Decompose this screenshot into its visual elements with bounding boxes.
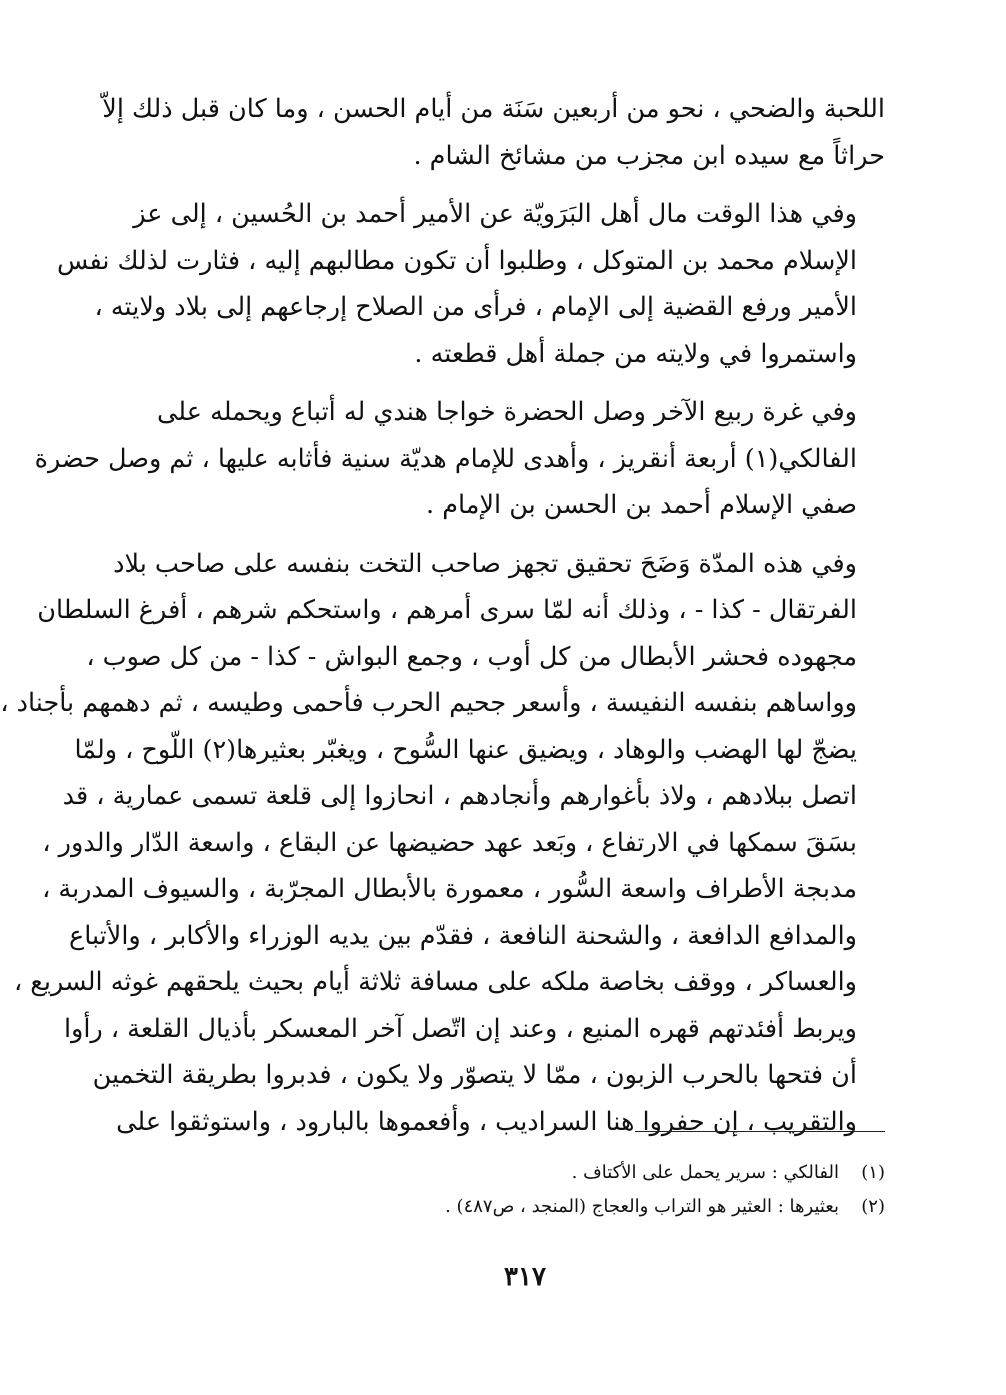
text-line: أن فتحها بالحرب الزبون ، ممّا لا يتصوّر ولا يكون ، فدبروا بطريقة التخمين (92, 1060, 857, 1090)
text-line: وفي هذه المدّة وَضَحَ تحقيق تجهز صاحب التخت بنفسه على صاحب بلاد (113, 548, 857, 579)
footnote-1 (365, 1156, 885, 1190)
text-line: والعساكر ، ووقف بخاصة ملكه على مسافة ثلاثة أيام بحيث يلحقهم غوثه السريع ، (13, 967, 857, 997)
text-line: الفالكي(١) أربعة أنقريز ، وأهدى للإمام هديّة سنية فأثابه عليها ، ثم وصل حضرة (34, 443, 857, 474)
footnote-text: بعثيرها : العثير هو التراب والعجاج (المنجد ، ص٤٨٧) . (445, 1196, 839, 1217)
text-line: والتقريب ، إن حفروا هنا السراديب ، وأفعموها بالبارود ، واستوثقوا على (116, 1106, 857, 1137)
text-line: يضجّ لها الهضب والوهاد ، ويضيق عنها السُّوح ، ويغبّر بعثيرها(٢) اللّوح ، ولمّا (74, 734, 857, 765)
text-line: بسَقَ سمكها في الارتفاع ، وبَعد عهد حضيضها عن البقاع ، واسعة الدّار والدور ، (42, 827, 857, 858)
text-line: مدبجة الأطراف واسعة السُّور ، معمورة بالأبطال المجرّبة ، والسيوف المدربة ، (42, 874, 857, 904)
paragraph-4 (0, 541, 885, 1146)
text-line: مجهوده فحشر الأبطال من كل أوب ، وجمع البواش - كذا - من كل صوب ، (86, 641, 857, 672)
text-line: اتصل ببلادهم ، ولاذ بأغوارهم وأنجادهم ، انحازوا إلى قلعة تسمى عمارية ، قد (62, 781, 857, 811)
footnote-2 (365, 1190, 885, 1224)
text-line: الفرتقال - كذا - ، وذلك أنه لمّا سرى أمرهم ، واستحكم شرهم ، أفرغ السلطان (37, 595, 857, 625)
text-line: وفي غرة ربيع الآخر وصل الحضرة خواجا هندي له أتباع ويحمله على (157, 397, 857, 427)
text-line: وفي هذا الوقت مال أهل البَرَويّة عن الأمير أحمد بن الحُسين ، إلى عز (133, 199, 857, 229)
text-line: صفي الإسلام أحمد بن الحسن بن الإمام . (426, 490, 857, 520)
footnote-number: (٢) (861, 1196, 885, 1217)
text-line: اللحبة والضحي ، نحو من أربعين سَنَة من أيام الحسن ، وما كان قبل ذلك إلاّ (102, 94, 885, 124)
footnote-number: (١) (861, 1162, 885, 1183)
text-line: الأمير ورفع القضية إلى الإمام ، فرأى من الصلاح إرجاعهم إلى بلاد ولايته ، (94, 292, 857, 322)
page-number: ٣١٧ (504, 1262, 546, 1292)
paragraph-3 (34, 389, 885, 529)
text-line: حراثاً مع سيده ابن مجزب من مشائخ الشام . (413, 140, 885, 171)
footnote-text: الفالكي : سرير يحمل على الأكتاف . (571, 1162, 839, 1183)
footnote-separator (635, 1131, 885, 1132)
text-line: والمدافع الدافعة ، والشحنة النافعة ، فقدّم بين يديه الوزراء والأكابر ، والأتباع (69, 920, 857, 951)
text-line: ويربط أفئدتهم قهره المنيع ، وعند إن اتّصل آخر المعسكر بأذيال القلعة ، رأوا (63, 1013, 857, 1044)
paragraph-1 (102, 86, 885, 179)
text-line: الإسلام محمد بن المتوكل ، وطلبوا أن تكون مطالبهم إليه ، فثارت لذلك نفس (56, 245, 857, 276)
text-line: واستمروا في ولايته من جملة أهل قطعته . (414, 338, 857, 369)
footnotes (365, 1156, 885, 1224)
paragraph-2 (56, 191, 885, 377)
text-line: وواساهم بنفسه النفيسة ، وأسعر جحيم الحرب فأحمى وطيسه ، ثم دهمهم بأجناد ، (0, 688, 857, 718)
main-text (0, 86, 885, 1157)
